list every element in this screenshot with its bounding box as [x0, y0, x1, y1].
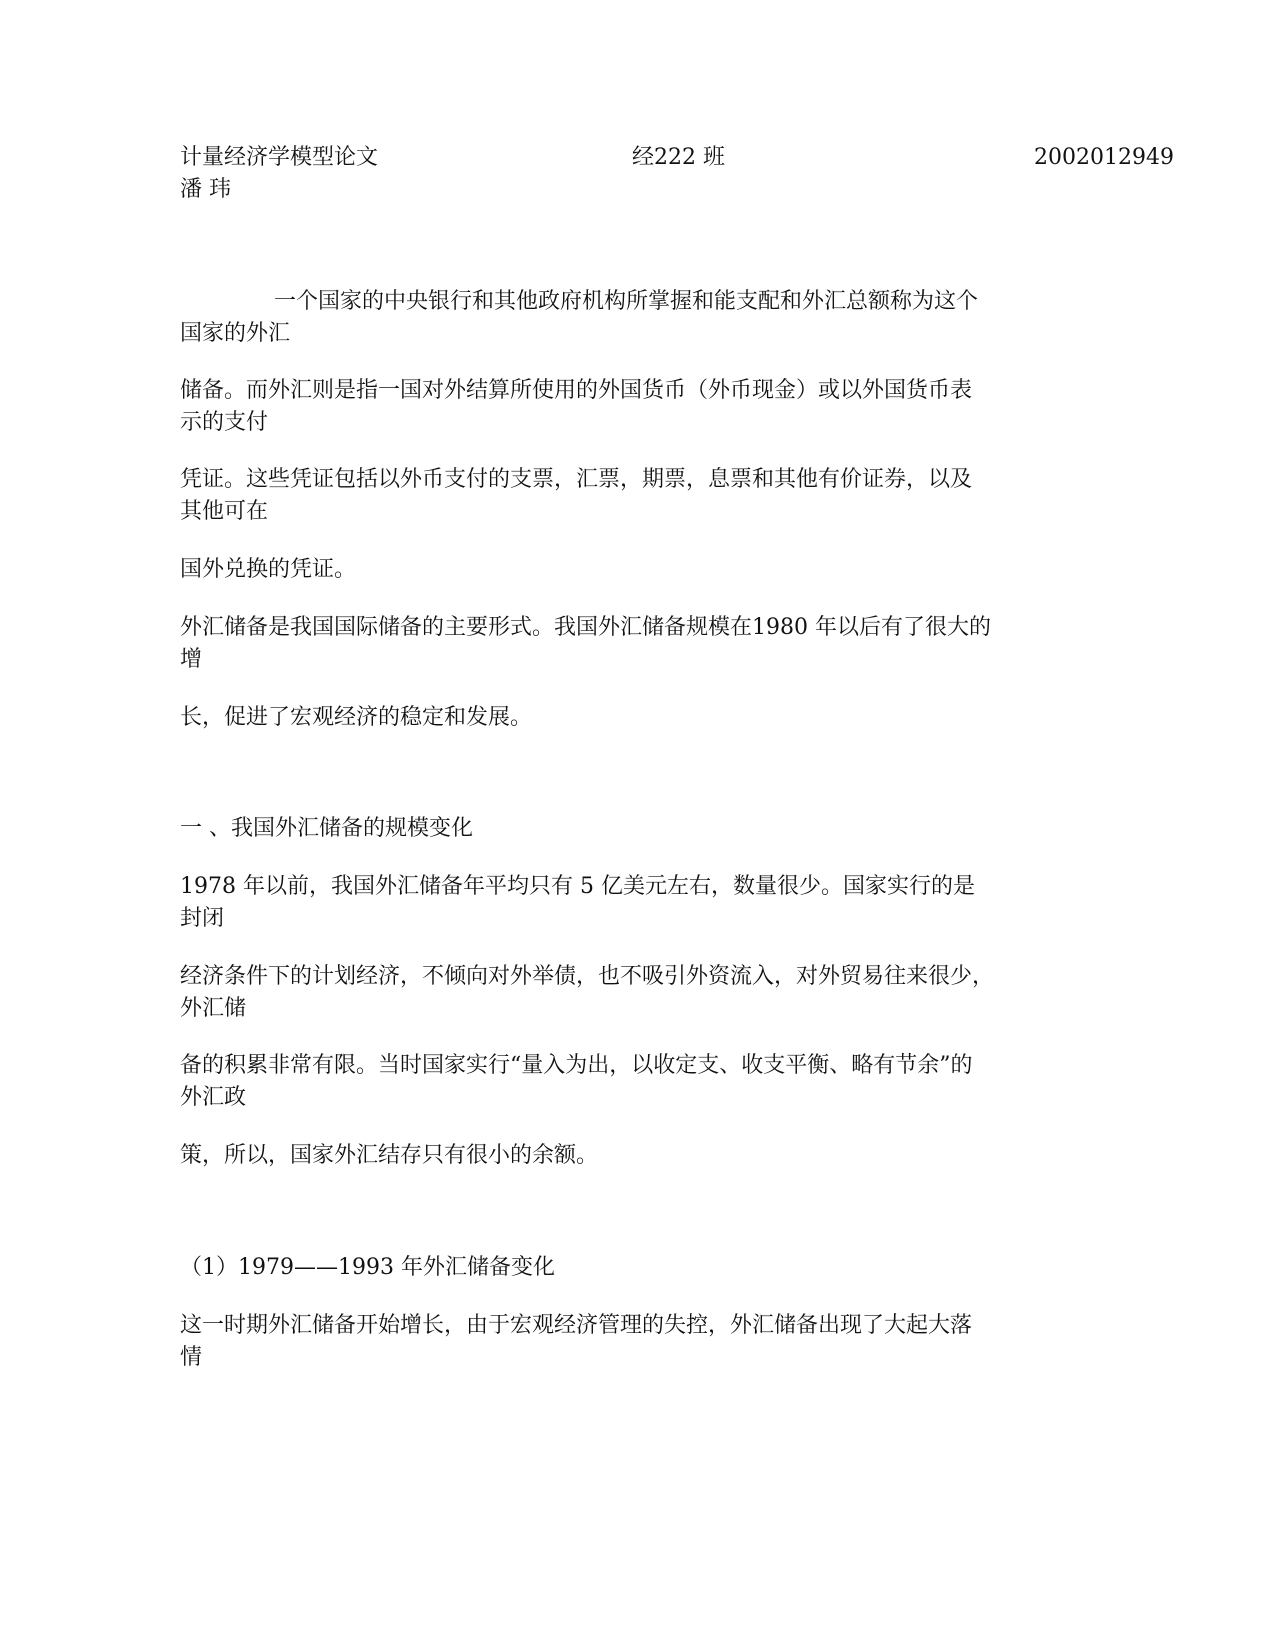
intro-line: 国外兑换的凭证。	[180, 557, 357, 582]
body-line: 外汇储	[180, 996, 247, 1021]
intro-line: 凭证。这些凭证包括以外币支付的支票，汇票，期票，息票和其他有价证券，以及	[180, 467, 973, 492]
student-id: 2002012949	[1034, 145, 1174, 170]
body-line: 外汇政	[180, 1085, 247, 1110]
body-line: 这一时期外汇储备开始增长，由于宏观经济管理的失控，外汇储备出现了大起大落	[180, 1313, 973, 1338]
intro-line: 示的支付	[180, 410, 269, 435]
subsection-heading: （1）1979——1993 年外汇储备变化	[180, 1255, 555, 1280]
body-line: 备的积累非常有限。当时国家实行“量入为出，以收定支、收支平衡、略有节余”的	[180, 1053, 973, 1078]
intro-line: 长，促进了宏观经济的稳定和发展。	[180, 705, 533, 730]
intro-line: 国家的外汇	[180, 321, 291, 346]
body-line: 封闭	[180, 906, 225, 931]
course-title: 计量经济学模型论文	[180, 145, 379, 170]
intro-line: 一个国家的中央银行和其他政府机构所掌握和能支配和外汇总额称为这个	[274, 289, 979, 314]
section-heading: 一 、我国外汇储备的规模变化	[180, 816, 473, 841]
body-line: 情	[180, 1345, 203, 1370]
intro-line: 储备。而外汇则是指一国对外结算所使用的外国货币（外币现金）或以外国货币表	[180, 378, 973, 403]
intro-line: 外汇储备是我国国际储备的主要形式。我国外汇储备规模在1980 年以后有了很大的	[180, 615, 991, 640]
class-label: 经222 班	[632, 145, 725, 170]
body-line: 策，所以，国家外汇结存只有很小的余额。	[180, 1143, 599, 1168]
intro-line: 其他可在	[180, 499, 269, 524]
body-line: 1978 年以前，我国外汇储备年平均只有 5 亿美元左右，数量很少。国家实行的是	[180, 874, 975, 899]
intro-line: 增	[180, 647, 203, 672]
student-name: 潘 玮	[180, 177, 231, 202]
body-line: 经济条件下的计划经济，不倾向对外举债，也不吸引外资流入，对外贸易往来很少，	[180, 964, 995, 989]
